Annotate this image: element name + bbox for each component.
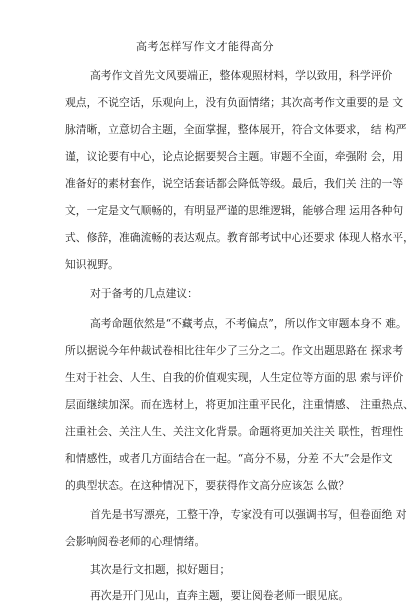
paragraph-3-line-1: 高考命题依然是“不藏考点，不考偏点”，所以作文审题本身不 难。 — [90, 317, 407, 330]
paragraph-1-line-2: 观点，不说空话，乐观向上，没有负面情绪；其次高考作文重要的是 文 — [65, 96, 404, 109]
paragraph-3-line-7: 的典型状态。在这种情况下，要获得作文高分应该怎 么做？ — [65, 479, 350, 492]
paragraph-4-line-2: 会影响阅卷老师的心理情绪。 — [65, 535, 206, 548]
paragraph-2-line-1: 对于备考的几点建议： — [90, 287, 198, 300]
paragraph-3-line-6: 和情感性，或者几方面结合在一起。“高分不易，分差 不大”会是作文 — [65, 452, 393, 465]
paragraph-3-line-5: 注重社会、关注人生、关注文化背景。命题将更加关注关 联性，哲理性 — [65, 425, 404, 438]
paragraph-6-line-1: 再次是开门见山，直奔主题，要让阅卷老师一眼见底。 — [90, 589, 350, 602]
paragraph-1-line-8: 知识视野。 — [65, 258, 119, 271]
paragraph-4-line-1: 首先是书写漂亮，工整干净，专家没有可以强调书写，但卷面绝 对 — [90, 508, 407, 521]
paragraph-1-line-7: 式、修辞，准确流畅的表达观点。教育部考试中心还要求 体现人格水平， — [65, 231, 414, 244]
paragraph-3-line-3: 生对于社会、人生、自我的价值观实现，人生定位等方面的思 索与评价 — [65, 371, 404, 384]
paragraph-1-line-4: 谨，议论要有中心，论点论据要契合主题。审题不全面，牵强附 会，用 — [65, 150, 404, 163]
paragraph-1-line-1: 高考作文首先文风要端正，整体观照材料，学以致用，科学评价 — [90, 69, 393, 82]
paragraph-3-line-2: 所以据说今年仲裁试卷相比往年少了三分之二。作文出题思路在 探求考 — [65, 344, 404, 357]
paragraph-1-line-6: 文，一定是文气顺畅的，有明显严谨的思维逻辑，能够合理 运用各种句 — [65, 204, 404, 217]
paragraph-5-line-1: 其次是行文扣题，拟好题目； — [90, 563, 231, 576]
paragraph-3-line-4: 层面继续加深。而在选材上，将更加注重平民化，注重情感、 注重热点、 — [65, 398, 414, 411]
paragraph-1-line-3: 脉清晰，立意切合主题，全面掌握，整体展开，符合文体要求， 结 构严 — [65, 123, 407, 136]
paragraph-1-line-5: 准备好的素材套作，说空话套话都会降低等级。最后，我们关 注的一等 — [65, 177, 404, 190]
document-title: 高考怎样写作文才能得高分 — [136, 40, 274, 53]
